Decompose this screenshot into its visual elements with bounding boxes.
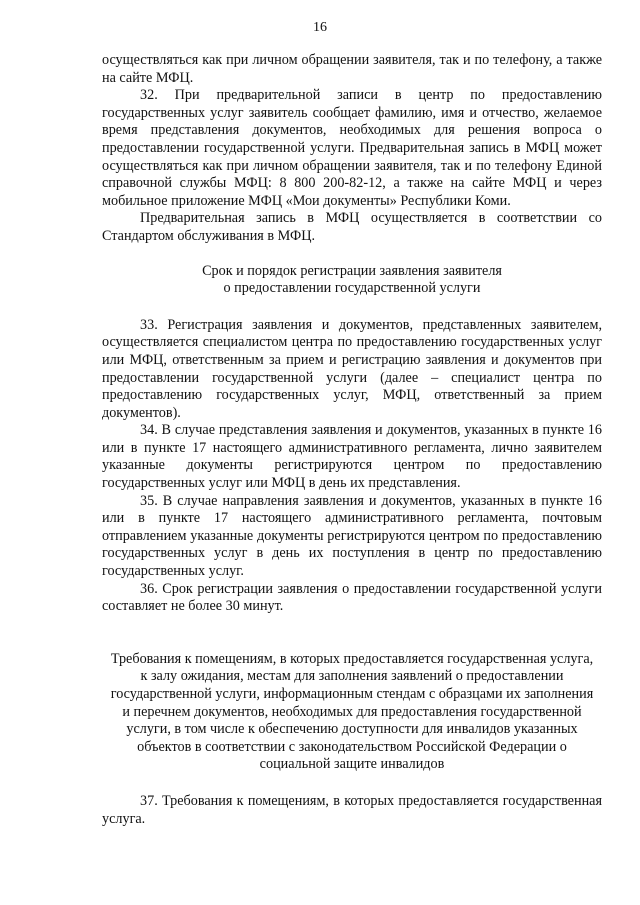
page-number: 16 <box>313 20 327 35</box>
section-heading-registration-line-2: о предоставлении государственной услуги <box>223 280 481 297</box>
paragraph-34: 34. В случае представления заявления и документов, указанных в пункте 16 или в пункте 17 настоящего административного регламента, лично заявителем указанные документы регистрируются центром по предоставлению государственных услуг или МФЦ в день их представления. <box>102 422 602 492</box>
paragraph-36: 36. Срок регистрации заявления о предоставлении государственной услуги составляет не более 30 минут. <box>102 580 602 615</box>
paragraph-32: 32. При предварительной записи в центр по предоставлению государственных услуг заявитель сообщает фамилию, имя и отчество, желаемое время представления документов, необходимых для решения вопроса о предоставлении государственной услуги. Предварительная запись в МФЦ может осуществляться как при личном обращении заявителя, так и по телефону Единой справочной службы МФЦ: 8 800 200-82-12, а также на сайте МФЦ и через мобильное приложение МФЦ «Мои документы» Республики Коми. <box>102 87 602 209</box>
section-heading-registration-line-1: Срок и порядок регистрации заявления заявителя <box>202 262 502 279</box>
document-body <box>102 52 602 828</box>
paragraph-32-appointment-standard: Предварительная запись в МФЦ осуществляется в соответствии со Стандартом обслуживания в МФЦ. <box>102 210 602 244</box>
section-heading-premises-requirements: Требования к помещениям, в которых предоставляется государственная услуга, к залу ожидания, местам для заполнения заявлений о предоставлении государственной услуги, информационным стендам с образцами их заполнения и перечнем документов, необходимых для предоставления государственной услуги, в том числе к обеспечению доступности для инвалидов указанных объектов в соответствии с законодательством Российской Федерации о социальной защите инвалидов <box>110 650 594 773</box>
paragraph-35: 35. В случае направления заявления и документов, указанных в пункте 16 или в пункте 17 настоящего административного регламента, почтовым отправлением указанные документы регистрируются центром по предоставлению государственных услуг в день их поступления в центр по предоставлению государственных услуг. <box>102 492 602 580</box>
paragraph-33: 33. Регистрация заявления и документов, представленных заявителем, осуществляется специалистом центра по предоставлению государственных услуг или МФЦ, ответственным за прием и регистрацию заявления и документов при предоставлении государственной услуги (далее – специалист центра по предоставлению государственных услуг, МФЦ, ответственный за прием документов). <box>102 316 602 421</box>
paragraph-37: 37. Требования к помещениям, в которых предоставляется государственная услуга. <box>102 792 602 827</box>
paragraph-continuation: осуществляться как при личном обращении заявителя, так и по телефону, а также на сайте МФЦ. <box>102 52 602 86</box>
